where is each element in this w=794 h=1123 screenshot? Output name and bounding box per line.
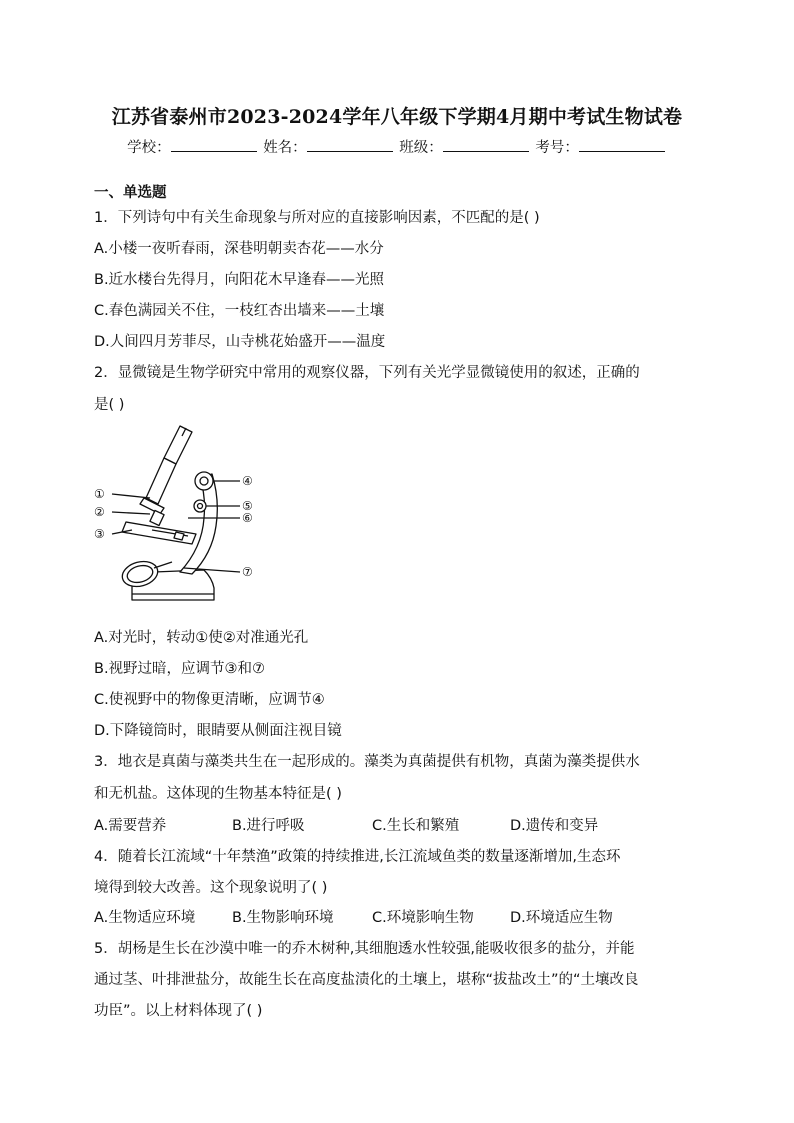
q4-stem-line2: 境得到较大改善。这个现象说明了( ) (94, 880, 328, 896)
section-heading: 一、单选题 (94, 185, 167, 201)
q2-option-c: C.使视野中的物像更清晰，应调节④ (94, 692, 325, 708)
q4-option-b: B.生物影响环境 (232, 910, 334, 926)
q3-option-a: A.需要营养 (94, 818, 167, 834)
q5-stem-line1: 5．胡杨是生长在沙漠中唯一的乔木树种,其细胞透水性较强,能吸收很多的盐分，并能 (94, 941, 635, 957)
microscope-diagram (92, 418, 270, 618)
q3-option-d: D.遗传和变异 (510, 818, 599, 834)
q3-option-b: B.进行呼吸 (232, 818, 305, 834)
q1-option-d: D.人间四月芳菲尽，山寺桃花始盛开——温度 (94, 334, 386, 350)
label-5: ⑤ (242, 499, 253, 513)
label-3: ③ (94, 527, 105, 541)
class-blank[interactable] (443, 137, 529, 152)
label-6: ⑥ (242, 511, 253, 525)
school-label: 学校： (127, 140, 171, 156)
student-info-row (0, 136, 794, 157)
name-label: 姓名： (263, 140, 307, 156)
q3-stem-line1: 3．地衣是真菌与藻类共生在一起形成的。藻类为真菌提供有机物，真菌为藻类提供水 (94, 754, 640, 770)
exam-title: 江苏省泰州市2023-2024学年八年级下学期4月期中考试生物试卷 (111, 106, 683, 128)
label-1: ① (94, 487, 105, 501)
number-blank[interactable] (579, 137, 665, 152)
name-blank[interactable] (307, 137, 393, 152)
class-label: 班级： (399, 140, 443, 156)
q5-stem-line2: 通过茎、叶排泄盐分，故能生长在高度盐渍化的土壤上，堪称“拔盐改土”的“土壤改良 (94, 972, 639, 988)
q3-option-c: C.生长和繁殖 (372, 818, 460, 834)
q1-option-a: A.小楼一夜听春雨，深巷明朝卖杏花——水分 (94, 241, 384, 257)
q2-option-a: A.对光时，转动①使②对准通光孔 (94, 630, 309, 646)
label-2: ② (94, 505, 105, 519)
q4-option-d: D.环境适应生物 (510, 910, 613, 926)
label-7: ⑦ (242, 565, 253, 579)
q3-stem-line2: 和无机盐。这体现的生物基本特征是( ) (94, 786, 342, 802)
number-label: 考号： (535, 140, 579, 156)
q4-option-a: A.生物适应环境 (94, 910, 196, 926)
q2-option-b: B.视野过暗，应调节③和⑦ (94, 661, 266, 677)
school-blank[interactable] (171, 137, 257, 152)
q4-option-c: C.环境影响生物 (372, 910, 474, 926)
q2-stem-line1: 2．显微镜是生物学研究中常用的观察仪器，下列有关光学显微镜使用的叙述，正确的 (94, 365, 640, 381)
q2-option-d: D.下降镜筒时，眼睛要从侧面注视目镜 (94, 723, 342, 739)
q1-option-c: C.春色满园关不住，一枝红杏出墙来——土壤 (94, 303, 385, 319)
q2-stem-line2: 是( ) (94, 397, 125, 413)
q5-stem-line3: 功臣”。以上材料体现了( ) (94, 1003, 263, 1019)
q1-stem: 1．下列诗句中有关生命现象与所对应的直接影响因素，不匹配的是( ) (94, 210, 540, 226)
q1-option-b: B.近水楼台先得月，向阳花木早逢春——光照 (94, 272, 385, 288)
q4-stem-line1: 4．随着长江流域“十年禁渔”政策的持续推进,长江流域鱼类的数量逐渐增加,生态环 (94, 849, 621, 865)
label-4: ④ (242, 474, 253, 488)
